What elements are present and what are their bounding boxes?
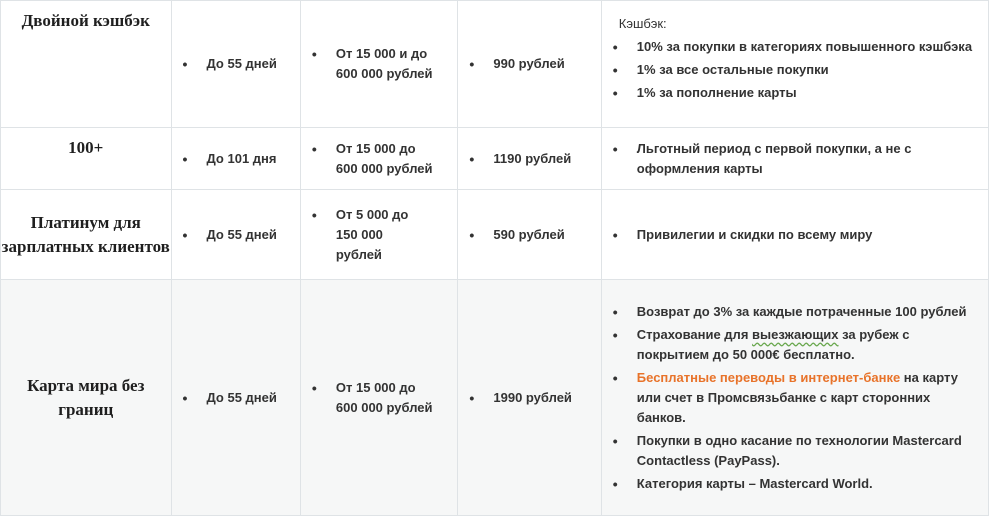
table-row <box>1 190 989 280</box>
grace-period: • До 55 дней <box>172 388 300 408</box>
feature-text: на карту или счет в Промсвязьбанке с карт сторонних банков. <box>636 369 958 425</box>
grace-period-cell <box>171 190 300 280</box>
credit-limit: • От 15 000 и до 600 000 рублей <box>301 44 457 84</box>
table-row <box>1 128 989 190</box>
features-cell <box>601 190 988 280</box>
annual-fee-cell <box>458 128 601 190</box>
free-transfers-link[interactable]: Бесплатные переводы в интернет-банке <box>636 369 901 385</box>
features-cell <box>601 1 988 128</box>
feature-text: Страхование для <box>636 326 753 342</box>
table-row <box>1 280 989 516</box>
grace-period-cell <box>171 280 300 516</box>
card-name: Двойной кэшбэк <box>1 1 172 128</box>
feature-item: • Категория карты – Mastercard World. <box>602 474 988 494</box>
card-name: Платинум для зарплатных клиентов <box>1 190 172 280</box>
credit-limit-cell <box>300 1 457 128</box>
grace-period: • До 101 дня <box>172 149 300 169</box>
spellcheck-word: выезжающих <box>752 326 839 342</box>
annual-fee-cell <box>458 190 601 280</box>
feature-item: • Возврат до 3% за каждые потраченные 100 рублей <box>602 302 988 322</box>
annual-fee: • 1990 рублей <box>458 388 600 408</box>
table-row <box>1 1 989 128</box>
feature-item <box>602 368 988 428</box>
annual-fee: • 590 рублей <box>458 225 600 245</box>
feature-item: • Покупки в одно касание по технологии Mastercard Contactless (PayPass). <box>602 431 988 471</box>
grace-period-cell <box>171 1 300 128</box>
feature-item: • 1% за пополнение карты <box>602 83 988 103</box>
annual-fee-cell <box>458 280 601 516</box>
feature-item: • Льготный период с первой покупки, а не с оформления карты <box>602 139 988 179</box>
credit-limit: • От 15 000 до 600 000 рублей <box>301 139 457 179</box>
features-header: Кэшбэк: <box>618 16 667 31</box>
grace-period: • До 55 дней <box>172 54 300 74</box>
credit-limit: • От 5 000 до 150 000 рублей <box>301 205 457 265</box>
annual-fee: • 990 рублей <box>458 54 600 74</box>
card-name: 100+ <box>1 128 172 190</box>
feature-text: за рубеж с покрытием до 50 000€ бесплатно. <box>636 326 910 362</box>
credit-limit: • От 15 000 до 600 000 рублей <box>301 378 457 418</box>
feature-item: • 1% за все остальные покупки <box>602 60 988 80</box>
features-cell <box>601 128 988 190</box>
credit-limit-cell <box>300 280 457 516</box>
annual-fee: • 1190 рублей <box>458 149 600 169</box>
grace-period: • До 55 дней <box>172 225 300 245</box>
feature-item: • Привилегии и скидки по всему миру <box>602 225 988 245</box>
feature-item: • 10% за покупки в категориях повышенного кэшбэка <box>602 37 988 57</box>
features-cell <box>601 280 988 516</box>
card-name: Карта мира без границ <box>1 280 172 516</box>
grace-period-cell <box>171 128 300 190</box>
credit-limit-cell <box>300 190 457 280</box>
credit-limit-cell <box>300 128 457 190</box>
feature-item <box>602 325 988 365</box>
annual-fee-cell <box>458 1 601 128</box>
